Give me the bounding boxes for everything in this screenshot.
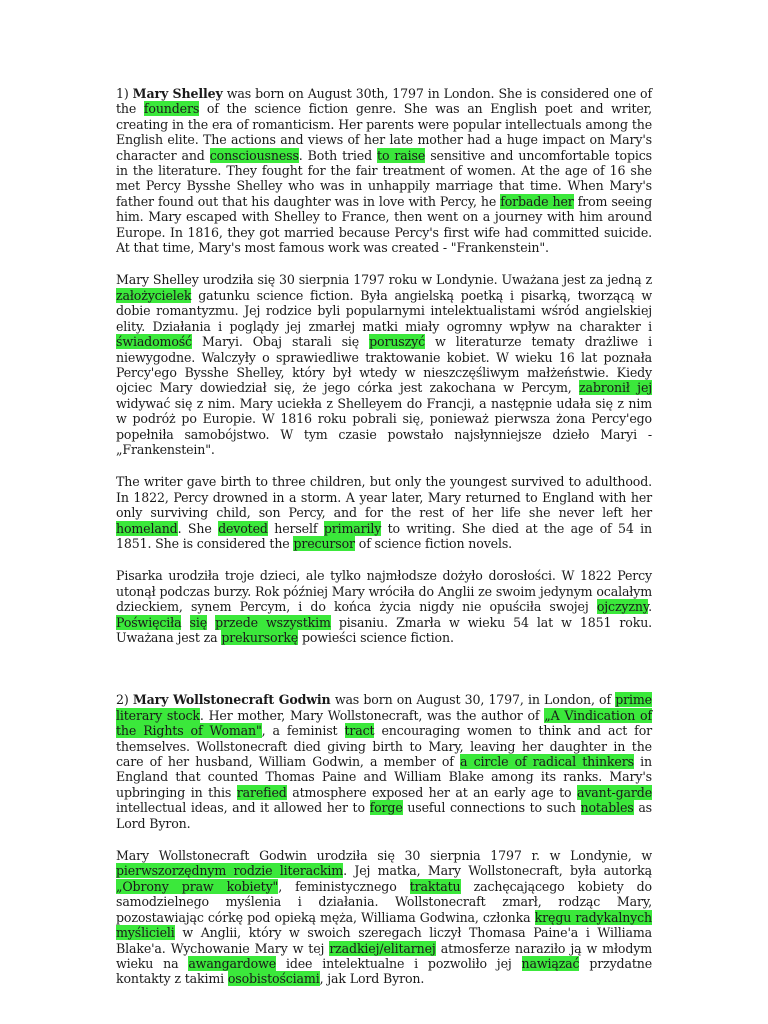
text-run [181,615,189,630]
highlighted-term: kręgu radykalnych myślicieli [116,909,652,941]
highlighted-term: przede wszystkim [215,614,331,630]
highlighted-term: rarefied [236,784,287,800]
paragraph-children-polish [116,568,652,645]
text-run: zachęcającego kobiety do samodzielnego myślenia i działania. Wollstonecraft zmarł, rodząc Mary, pozostawiając córkę pod opieką męża, Williama Godwina, członka [116,878,652,925]
text-run: przydatne kontakty z takimi [116,955,653,987]
text-run: powieści science fiction. [298,630,454,645]
text-run: , jak Lord Byron. [319,971,425,987]
paragraph-godwin-english [116,692,652,831]
document-page [116,86,652,987]
highlighted-term: forge [369,800,403,816]
highlighted-term: poruszyć [369,334,425,350]
text-run: . Jej matka, Mary Wollstonecraft, była autorką [343,863,652,879]
text-run: The writer gave birth to three children, but only the youngest survived to adulthood. In 1822, Percy drowned in a storm. A year later, Mary returned to England with her only surviving child, son Percy, and for the rest of her life she never left her [116,474,652,521]
highlighted-term: rzadkiej/elitarnej [329,940,436,956]
highlighted-term: founders [143,101,200,117]
text-run: widywać się z nim. Mary uciekła z Shelleyem do Francji, a następnie udała się z nim w podróż po Europie. W 1816 roku pobrali się, ponieważ pierwsza żona Percy'ego popełniła samobójstwo. W tym czasie powstało najsłynniejsze dzieło Maryi - „Frankenstein". [116,395,652,457]
text-run [207,615,215,630]
text-run: of the science fiction genre. She was an English poet and writer, creating in the era of romanticism. Her parents were popular intellectuals among the English elite. The actions and views of her late mother had a huge impact on Mary's character and [116,101,653,163]
highlighted-term: świadomość [116,334,192,350]
text-run: atmosferze naraziło ją w młodym wieku na [116,940,653,971]
highlighted-term: prime literary stock [116,692,652,723]
highlighted-term: to raise [377,147,426,163]
text-run: sensitive and uncomfortable topics in the literature. They fought for the fair treatment of women. At the age of 16 she met Percy Bysshe Shelley who was in unhappily marriage that time. When Mary's father found out that his daughter was in love with Percy, he [116,147,652,209]
highlighted-term: założycielek [116,287,192,303]
highlighted-term: awangardowe [188,955,277,971]
text-run: was born on August 30, 1797, in London, of [330,692,616,708]
highlighted-term: homeland [116,520,178,536]
highlighted-term: „A Vindication of the Rights of Woman" [116,707,652,739]
text-run: intellectual ideas, and it allowed her to [116,800,370,816]
text-run: Mary Shelley urodziła się 30 sierpnia 1797 roku w Londynie. Uważana jest za jedną z [116,272,652,288]
text-run: . Her mother, Mary Wollstonecraft, was the author of [199,707,545,723]
highlighted-term: pierwszorzędnym rodzie literackim [116,863,344,879]
highlighted-term: devoted [218,520,268,536]
highlighted-term: się [189,614,208,630]
highlighted-term: primarily [323,520,382,536]
text-run: pisaniu. Zmarła w wieku 54 lat w 1851 roku. Uważana jest za [116,614,653,645]
highlighted-term: precursor [293,535,355,551]
highlighted-term: zabronił jej [579,380,652,396]
highlighted-term: Poświęciła [116,614,182,630]
highlighted-term: prekursorkę [221,630,299,645]
text-run: to writing. She died at the age of 54 in 1851. She is considered the [116,520,652,551]
highlighted-term: traktatu [409,878,461,894]
text-run: . [648,599,652,615]
text-run: gatunku science fiction. Była angielską poetką i pisarką, tworzącą w dobie romantyzmu. Jej rodzice byli popularnymi intelektualistami wśród angielskiej elity. Działania i poglądy jej zmarłej matki miały ogromny wpływ na charakter i [116,287,652,334]
text-run: Mary Wollstonecraft Godwin urodziła się 30 sierpnia 1797 r. w Londynie, w [116,848,652,864]
text-run: , feministycznego [278,878,410,894]
text-run: herself [267,520,324,536]
highlighted-term: consciousness [209,147,299,163]
paragraph-children-english [116,474,652,551]
text-run: w Anglii, który w swoich szeregach liczył Thomasa Paine'a i Williama Blake'a. Wychowanie Mary w tej [116,925,652,956]
bold-name: Mary Wollstonecraft Godwin [132,692,331,708]
highlighted-term: notables [580,800,634,816]
text-run: as Lord Byron. [116,800,652,831]
text-run: , a feminist [261,723,345,739]
text-run: in England that counted Thomas Paine and William Blake among its ranks. Mary's upbringing in this [116,754,652,800]
highlighted-term: a circle of radical thinkers [460,754,634,770]
highlighted-term: avant-garde [576,784,652,800]
highlighted-term: forbade her [500,193,574,209]
text-run: idee intelektualne i pozwoliło jej [276,955,522,971]
highlighted-term: nawiązać [521,955,580,971]
bold-name: Mary Shelley [132,86,223,101]
text-run: 1) [116,86,133,101]
text-run: Maryi. Obaj starali się [191,334,370,350]
text-run: useful connections to such [402,800,581,816]
text-run: was born on August 30th, 1797 in London. She is considered one of the [116,86,652,117]
text-run: Pisarka urodziła troje dzieci, ale tylko najmłodsze dożyło dorosłości. W 1822 Percy utonął podczas burzy. Rok później Mary wróciła do Anglii ze swoim jedynym ocalałym dzieckiem, synem Percym, i do końca życia nigdy nie opuściła swojej [116,568,652,615]
text-run: 2) [116,692,133,708]
text-run: . Both tried [298,147,378,163]
text-run: . She [177,520,219,536]
highlighted-term: „Obrony praw kobiety" [116,878,279,894]
text-run: encouraging women to think and act for themselves. Wollstonecraft died giving birth to Mary, leaving her daughter in the care of her husband, William Godwin, a member of [116,723,652,770]
highlighted-term: tract [344,723,375,739]
highlighted-term: ojczyzny [596,599,649,615]
paragraph-shelley-polish [116,272,652,457]
highlighted-term: osobistościami [227,971,320,987]
paragraph-godwin-polish [116,848,652,987]
text-run: from seeing him. Mary escaped with Shelley to France, then went on a journey with him around Europe. In 1816, they got married because Percy's first wife had committed suicide. At that time, Mary's most famous work was created - "Frankenstein". [116,193,652,256]
text-run: atmosphere exposed her at an early age to [286,784,577,800]
paragraph-shelley-english [116,86,652,255]
text-run: w literaturze tematy drażliwe i niewygodne. Walczyły o sprawiedliwe traktowanie kobiet. W wieku 16 lat poznała Percy'ego Bysshe Shelley, który był wtedy w nieszczęśliwym małżeństwie. Kiedy ojciec Mary dowiedział się, że jego córka jest zakochana w Percym, [116,334,652,396]
text-run: of science fiction novels. [354,535,513,551]
